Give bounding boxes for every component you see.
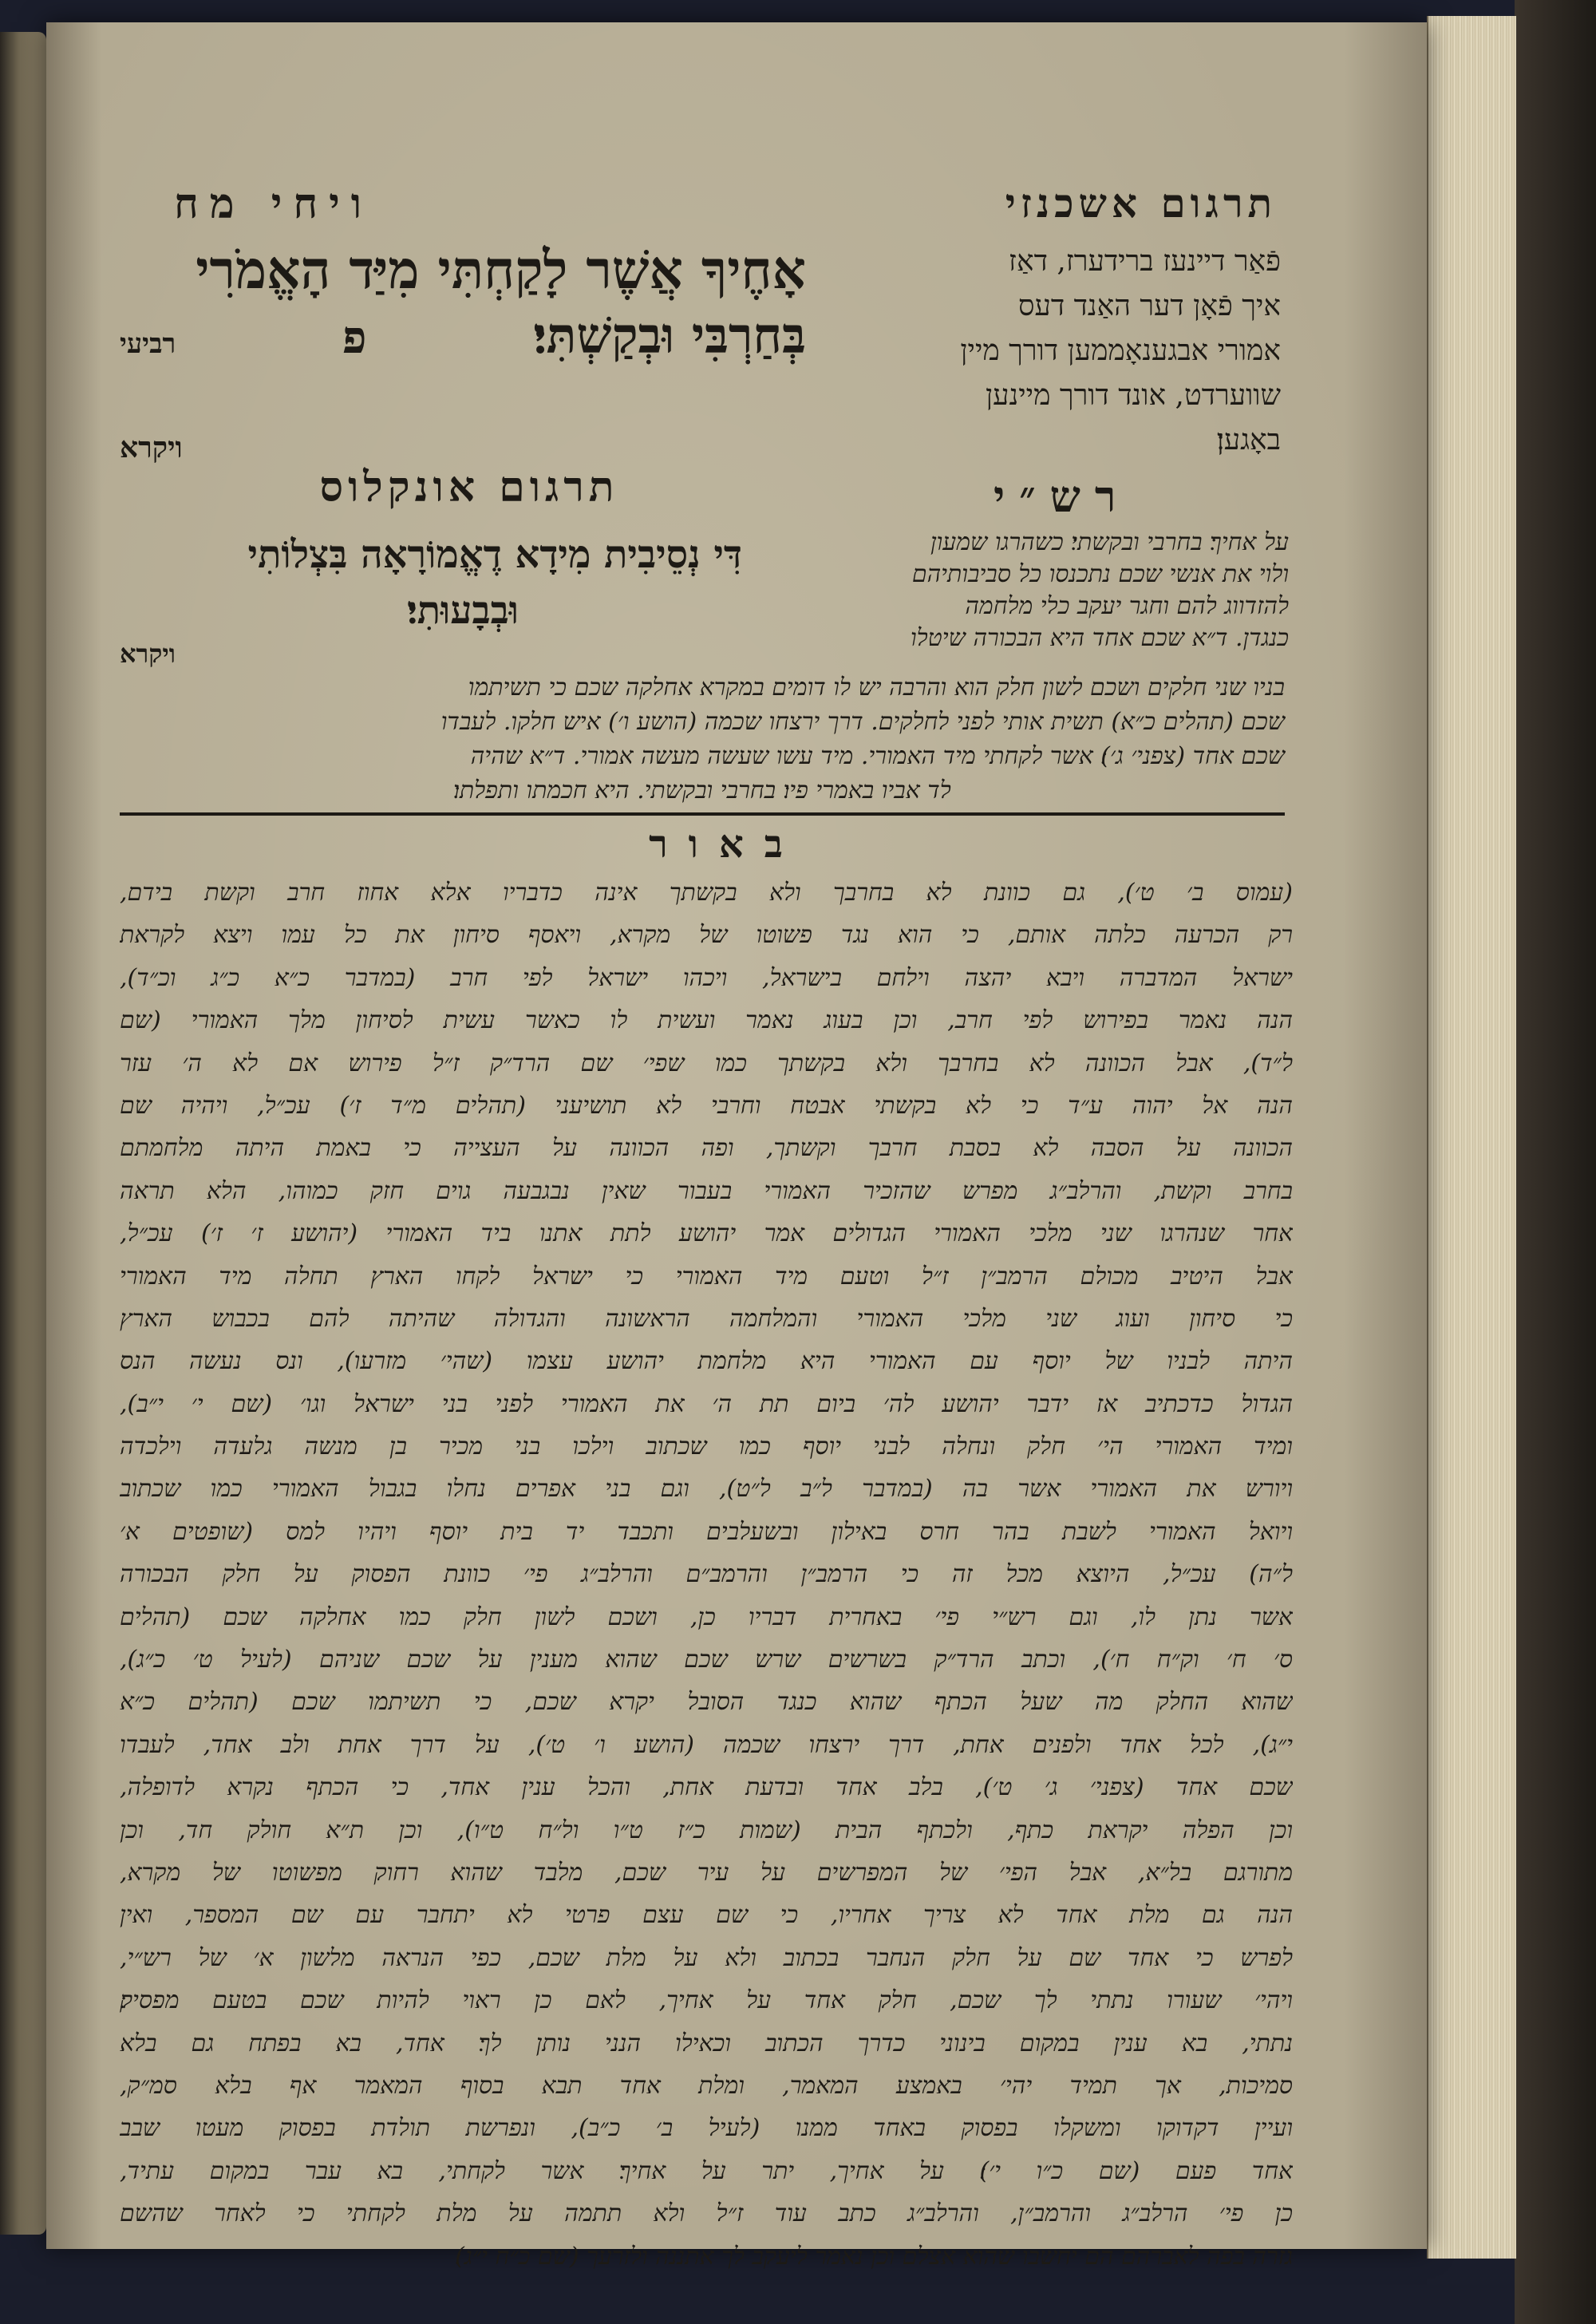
rashi-line: כנגדן. ד״א שכם אחד היא הבכורה שיטלו: [910, 624, 1289, 652]
biur-line: הגדול כדכתיב אז ידבר יהושע לה׳ ביום תת ה׳ את האמורי לפני בני ישראל וגו׳ (שם י׳ י״ב),: [120, 1389, 1293, 1418]
biur-line: סמיכות, אך תמיד יהי׳ באמצע המאמר, ומלת אחד תבא בסוף המאמר אף בלא סמ״ק,: [120, 2071, 1293, 2100]
biur-line: ומיד האמורי הי׳ חלק ונחלה לבני יוסף כמו שכתוב וילכו בני מכיר בן מנשה גלעדה וילכדה: [120, 1433, 1293, 1461]
rashi-commentary-full: [120, 670, 1285, 808]
biur-line: ל״ה) עכ״ל, היוצא מכל זה כי הרמב״ן והרמב״ם והרלב״ג פי׳ כוונת הפסוק על חלק הבכורה: [120, 1560, 1293, 1589]
book-cover: [1515, 0, 1596, 2324]
biur-line: י״ג), לכל אחד ולפנים אחת, דרך ירצחו שכמה (הושע ו׳ ט׳), על דרך אחת ולב אחד, לעבדו: [120, 1730, 1293, 1759]
biur-line: ועיין דקדוקו ומשקלו בפסוק באחד ממנו (לעיל ב׳ כ״ב), ונפרשת תולדת בפסוק מעטו שבב: [120, 2114, 1293, 2143]
biur-line: היתה לבניו של יוסף עם האמורי היא מלחמת יהושע עצמו (שהי׳ מזרעו), ונס נעשה הנס: [120, 1347, 1293, 1376]
rashi-marker: ויקרא: [120, 638, 176, 669]
ashkenazi-line: שווערדט, אונד דורך מיינען: [985, 379, 1281, 412]
running-head-right: תרגום אשכנזי: [1005, 180, 1277, 227]
biur-line: רק הכרעה כלתה אותם, כי הוא נגד פשוטו של מקרא, ויאסף סיחון את כל עמו ויצא לקראת: [120, 921, 1293, 950]
onkelos-line: דִּי נְסֵיבִית מִידָא דֶאֱמוֹרָאָה בִּצְלוֹתִי: [247, 532, 742, 577]
onkelos-line: וּבְבָעוּתִי׃: [407, 588, 519, 633]
rashi-line: ולוי את אנשי שכם נתכנסו כל סביבותיהם: [911, 560, 1289, 588]
rashi-line: לד אביו באמרי פיו׃ בחרבי ובקשתי. היא חכמתו ותפלתו׃: [453, 777, 951, 804]
biur-line: הכוונה על הסבה לא בסבת חרבך וקשתך, ופה הכוונה על העצייה כי באמת היתה מלחמתם: [120, 1134, 1293, 1163]
biur-line: (עמוס ב׳ ט׳), גם כוונת לא בחרבך ולא בקשתך אינה כדבריו אלא אחוז חרב וקשת בידם,: [120, 879, 1293, 907]
running-head-left: ויחי מח: [174, 180, 373, 228]
biur-line: גזרה בפה לאברהם הם יחשבו שהוא אצלם וכן נאמר ליעקב לך אתננה ולזרעך (שם כ״ח י״ג)׃: [455, 2242, 1293, 2271]
biur-line: מתורגם בל״א, אבל הפי׳ של המפרשים על עיר שכם, מלבד שהוא רחוק מפשוטו של מקרא,: [120, 1858, 1293, 1887]
verse-line-2-text: בְּחַרְבִּי וּבְקַשְׁתִּי׃: [533, 306, 806, 365]
biur-line: הנה נאמר בפירוש לפי חרב, וכן בעוג נאמר ועשית לו כאשר עשית לסיחון מלך האמורי (שם: [120, 1006, 1293, 1035]
rashi-commentary-top: [738, 527, 1289, 654]
rashi-line: להזדווג להם וחגר יעקב כלי מלחמה: [965, 592, 1289, 620]
ashkenazi-line: באָגען׃: [1216, 424, 1281, 457]
biur-line: אשר נתן לו, וגם רש״י פי׳ באחרית דבריו כן, ושכם לשון חלק כמו אחלקה שכם (תהלים: [120, 1603, 1293, 1631]
biur-line: ויהי׳ שעורו נתתי לך שכם, חלק אחד על אחיך, לאם כן ראוי להיות שכם בטעם מפסיק׃: [120, 1986, 1293, 2015]
petucha-mark: פ: [342, 311, 367, 364]
verse-line-2: [120, 306, 806, 366]
ashkenazi-line: פֿאַר דיינעז ברידערז, דאַז: [1008, 245, 1281, 278]
ashkenazi-line: אמורי אבגענאָממען דורך מיין: [960, 334, 1281, 367]
biur-commentary: [120, 872, 1293, 2278]
biur-line: הנה גם מלת אחד לא צריך אחריו, כי שם עצם פרטי לא יתחבר עם שם המספר, ואין: [120, 1901, 1293, 1930]
aliyah-label: רביעי: [120, 328, 176, 360]
biur-line: הנה אל יהוה ע״ד כי לא בקשתי אבטח וחרבי לא תושיעני (תהלים מ״ד ז׳) עכ״ל, ויהיה שם: [120, 1091, 1293, 1120]
biur-line: כי סיחון ועוג שני מלכי האמורי והמלחמה הראשונה והגדולה שהיתה להם בכבוש הארץ: [120, 1304, 1293, 1333]
parasha-marker: ויקרא: [120, 431, 183, 464]
biur-line: שכם אחד (צפני׳ ג׳ ט׳), בלב אחד ובדעת אחת, והכל ענין אחד, כי הכתף נקרא לדופלה,: [120, 1773, 1293, 1802]
biur-title: באור: [649, 822, 804, 867]
ashkenazi-line: איך פֿאָן דער האַנד דעס: [1017, 290, 1281, 322]
biur-line: ויורש את האמורי אשר בה (במדבר ל״ב ל״ט), וגם בני אפרים נחלו בגבול האמורי כמו שכתוב: [120, 1475, 1293, 1504]
rashi-line: בניו שני חלקים ושכם לשון חלק הוא והרבה יש לו דומים במקרא אחלקה שכם כי תשיתמו: [468, 674, 1285, 702]
biur-line: בחרב וקשת, והרלב״ג מפרש שהזכיר האמורי בעבור שאין נבגבעה גוים חזק כמוהו, הלא תראה: [120, 1176, 1293, 1205]
biur-line: ס׳ ח׳ וק״ח ח׳), וכתב הרד״ק בשרשים שרש שכם שהוא מענין על שכם שניהם (לעיל ט׳ כ״ג),: [120, 1646, 1293, 1674]
verse-line-1: אָחֶיךָ אֲשֶׁר לָקַחְתִּי מִיַּד הָאֱמֹרִי: [196, 239, 806, 301]
facing-page-edge: [0, 32, 46, 2235]
biur-line: שהוא החלק מה שעל הכתף שהוא כנגד הסובל יקרא שכם, כי תשיתמו שכם (תהלים כ״א: [120, 1688, 1293, 1717]
biur-line: נתתי, בא ענין במקום בינוני כדרך הכתוב וכאילו הנני נותן לך׃ אחד, בא בפתח גם בלא: [120, 2029, 1293, 2057]
rashi-line: שכם (תהלים כ״א) תשית אותי לפני לחלקים. דרך ירצחו שכמה (הושע ו׳) איש חלקו. לעבדו: [440, 708, 1285, 736]
biur-line: אבל היטיב מכולם הרמב״ן ז״ל וטעם מיד האמורי כי ישראל לקחו הארץ תחלה מיד האמורי: [120, 1262, 1293, 1290]
biur-line: כן פי׳ הרלב״ג והרמב״ן, והרלב״ג כתב עוד ז״ל ולא תתמה על מלת לקחתי כי לאחר שהשם: [120, 2200, 1293, 2228]
biur-line: ויואל האמורי לשבת בהר חרס באילון ובשעלבים ותכבד יד בית יוסף ויהיו למס (שופטים א׳: [120, 1517, 1293, 1546]
biur-line: אחר שנהרגו שני מלכי האמורי הגדולים אמר יהושע לתת אתנו ביד האמורי (יהושע ז׳ ז׳) עכ״ל,: [120, 1219, 1293, 1248]
ashkenazi-translation: [834, 239, 1281, 463]
rashi-line: על אחיך׃ בחרבי ובקשתי׃ כשהרגו שמעון: [930, 528, 1289, 556]
biur-line: וכן הפלה יקראת כתף, ולכתף הבית (שמות כ״ז ט״ו ול״ח ט״ו), וכן ת״א חולק חד, וכן: [120, 1816, 1293, 1844]
verse-block: [120, 233, 806, 366]
rashi-line: שכם אחד (צפני׳ ג׳)׃ אשר לקחתי מיד האמורי. מיד עשו שעשה מעשה אמורי. ד״א שהיה: [470, 742, 1285, 770]
page-stack-edges: [1427, 16, 1516, 2259]
biur-line: ל״ד), אבל הכוונה לא בחרבך ולא בקשתך כמו שפי׳ שם הרד״ק ז״ל פירוש אם לא ה׳ עזר: [120, 1049, 1293, 1077]
onkelos-title: תרגום אונקלוס: [319, 463, 619, 512]
biur-line: ישראל המדברה ויבא יהצה וילחם בישראל, ויכהו ישראל לפי חרב (במדבר כ״א כ״ג וכ״ד),: [120, 963, 1293, 992]
onkelos-text: [120, 527, 742, 638]
biur-line: לפרש כי אחד שם על חלק הנחבר בכתוב ולא על מלת שכם, כפי הנראה מלשון א׳ של רש״י,: [120, 1943, 1293, 1972]
biur-line: אחד פעם (שם כ״ו י׳)׃ על אחיך, יתר על אחיך׃ אשר לקחתי, בא עבר במקום עתיד,: [120, 2156, 1293, 2185]
rashi-title: רש״י: [994, 471, 1131, 522]
section-divider: [120, 812, 1285, 816]
